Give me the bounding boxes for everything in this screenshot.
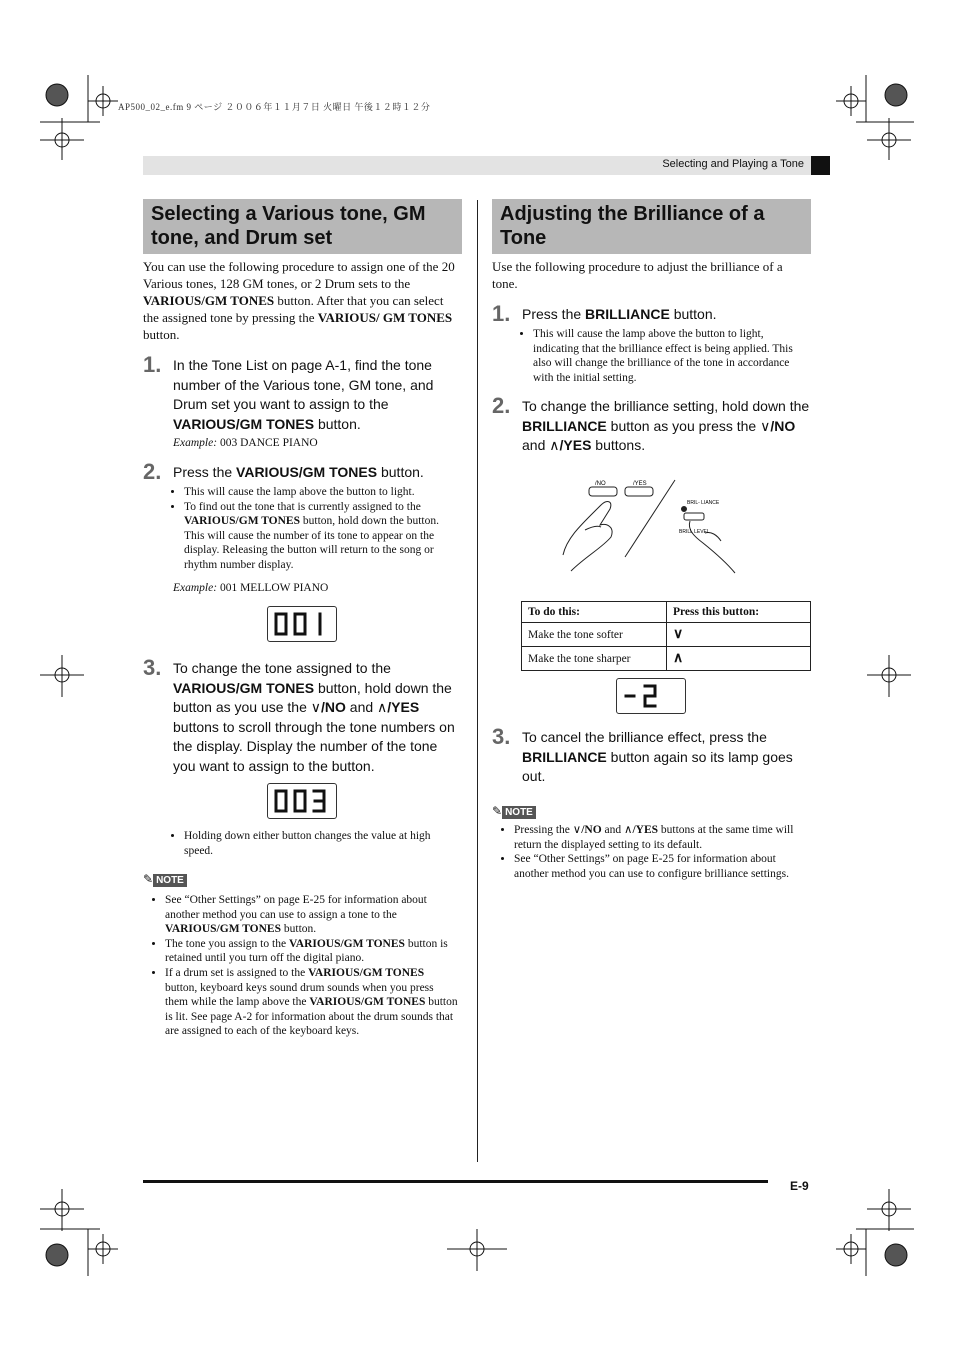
note-label: NOTE: [153, 874, 187, 887]
right-step1-number: 1.: [492, 301, 511, 326]
right-step1-bullets: [522, 327, 807, 385]
table-cell: [667, 647, 811, 671]
down-arrow-icon: ∨: [673, 627, 684, 642]
right-step2-text: To change the brilliance setting, hold down the BRILLIANCE button as you press the ∨/NO and ∧/YES buttons.: [522, 398, 810, 453]
table-cell: [667, 623, 811, 647]
table-header-cell: Press this button:: [667, 602, 811, 623]
left-step3-bullets: [173, 829, 458, 858]
table-row: [522, 602, 811, 623]
left-step2-text: Press the VARIOUS/GM TONES button.: [173, 464, 424, 480]
lcd-display-minus2: [616, 678, 686, 714]
table-row: [522, 623, 811, 647]
table-header-cell: To do this:: [522, 602, 667, 623]
note-item: • Pressing the ∨/NO and ∧/YES buttons at the same time will return the displayed setting to its default.: [514, 823, 811, 852]
fig-no-label: /NO: [595, 481, 606, 487]
bullet: • This will cause the lamp above the button to light.: [184, 485, 458, 500]
page-number: E-9: [790, 1179, 809, 1193]
up-arrow-icon: ∧: [549, 437, 560, 453]
note-item: • See “Other Settings” on page E-25 for information about another method you can use to configure brilliance settings.: [514, 852, 811, 881]
right-step3-text: To cancel the brilliance effect, press the BRILLIANCE button again so its lamp goes out.: [522, 729, 793, 784]
table-cell: Make the tone softer: [522, 623, 667, 647]
left-step3-text: To change the tone assigned to the VARIOUS/GM TONES button, hold down the button as you use the ∨/NO and ∧/YES buttons to scroll through the tone numbers on the display. Display the number of the tone you want to assign to the button.: [173, 660, 455, 774]
down-arrow-icon: ∨: [760, 417, 771, 434]
brilliance-table: [521, 601, 811, 671]
lcd-display-001: [267, 606, 337, 642]
left-step2-number: 2.: [143, 459, 162, 484]
left-section-title: Selecting a Various tone, GM tone, and Drum set: [143, 199, 462, 254]
fig-yes-label: /YES: [633, 481, 647, 487]
left-example2: Example: 001 MELLOW PIANO: [173, 582, 329, 594]
left-intro: You can use the following procedure to assign one of the 20 Various tones, 128 GM tones, or 2 Drum sets to the VARIOUS/GM TONES button. After that you can select the assigned tone by pressing the VARIOUS/ GM TONES button.: [143, 259, 455, 342]
down-arrow-icon: ∨: [310, 699, 322, 715]
lcd-display-003: [267, 783, 337, 819]
left-example1: Example: 003 DANCE PIANO: [173, 437, 318, 449]
right-section-title: Adjusting the Brilliance of a Tone: [492, 199, 811, 254]
note-item: • If a drum set is assigned to the VARIOUS/GM TONES button, keyboard keys sound drum sounds when you press them while the lamp above the VARIOUS/GM TONES button is lit. See page A-2 for information about the drum sounds that are assigned to each of the keyboard keys.: [165, 966, 459, 1039]
file-header: AP500_02_e.fm 9 ページ ２００６年１１月７日 火曜日 午後１２時１２分: [118, 102, 431, 112]
left-step1-text: In the Tone List on page A-1, find the tone number of the Various tone, GM tone, and Drum set you want to assign to the VARIOUS/GM TONES button.: [173, 357, 434, 432]
bullet: • To find out the tone that is currently assigned to the VARIOUS/GM TONES button, hold down the button. This will cause the number of its tone to appear on the display. Releasing the button will return to the song or rhythm number display.: [184, 500, 458, 573]
table-row: [522, 647, 811, 671]
up-arrow-icon: ∧: [673, 651, 684, 666]
column-divider: [477, 200, 478, 1162]
left-step2-bullets: [173, 485, 458, 573]
note-icon: ✎: [143, 872, 154, 886]
note-item: • See “Other Settings” on page E-25 for information about another method you can use to assign a tone to the VARIOUS/GM TONES button.: [165, 893, 459, 937]
right-step3-number: 3.: [492, 724, 511, 749]
up-arrow-icon: ∧: [624, 824, 633, 836]
note-icon: ✎: [492, 804, 503, 818]
running-header: Selecting and Playing a Tone: [662, 158, 804, 170]
right-step1-text: Press the BRILLIANCE button.: [522, 306, 717, 322]
left-notes: [154, 893, 459, 1039]
right-intro: Use the following procedure to adjust the brilliance of a tone.: [492, 259, 783, 291]
note-label: NOTE: [502, 806, 536, 819]
bullet: • This will cause the lamp above the button to light, indicating that the brilliance effect is being applied. This also will change the brilliance of the tone in accordance with the initial setting.: [533, 327, 807, 385]
left-note-badge: [143, 870, 187, 888]
table-cell: Make the tone sharper: [522, 647, 667, 671]
up-arrow-icon: ∧: [377, 699, 388, 715]
running-header-block: [811, 156, 830, 175]
fig-brill-level-label: BRILL LEVEL: [679, 529, 710, 535]
left-step1-number: 1.: [143, 352, 162, 377]
button-press-illustration: [555, 475, 750, 580]
right-step2-number: 2.: [492, 393, 511, 418]
left-step3-number: 3.: [143, 655, 162, 680]
bullet: • Holding down either button changes the value at high speed.: [184, 829, 458, 858]
right-notes: [503, 823, 811, 881]
note-item: • The tone you assign to the VARIOUS/GM TONES button is retained until you turn off the digital piano.: [165, 937, 459, 966]
fig-brilliance-label: BRIL- LIANCE: [687, 500, 720, 506]
footer-rule: [143, 1180, 768, 1183]
down-arrow-icon: ∨: [572, 824, 582, 836]
right-note-badge: [492, 802, 536, 820]
